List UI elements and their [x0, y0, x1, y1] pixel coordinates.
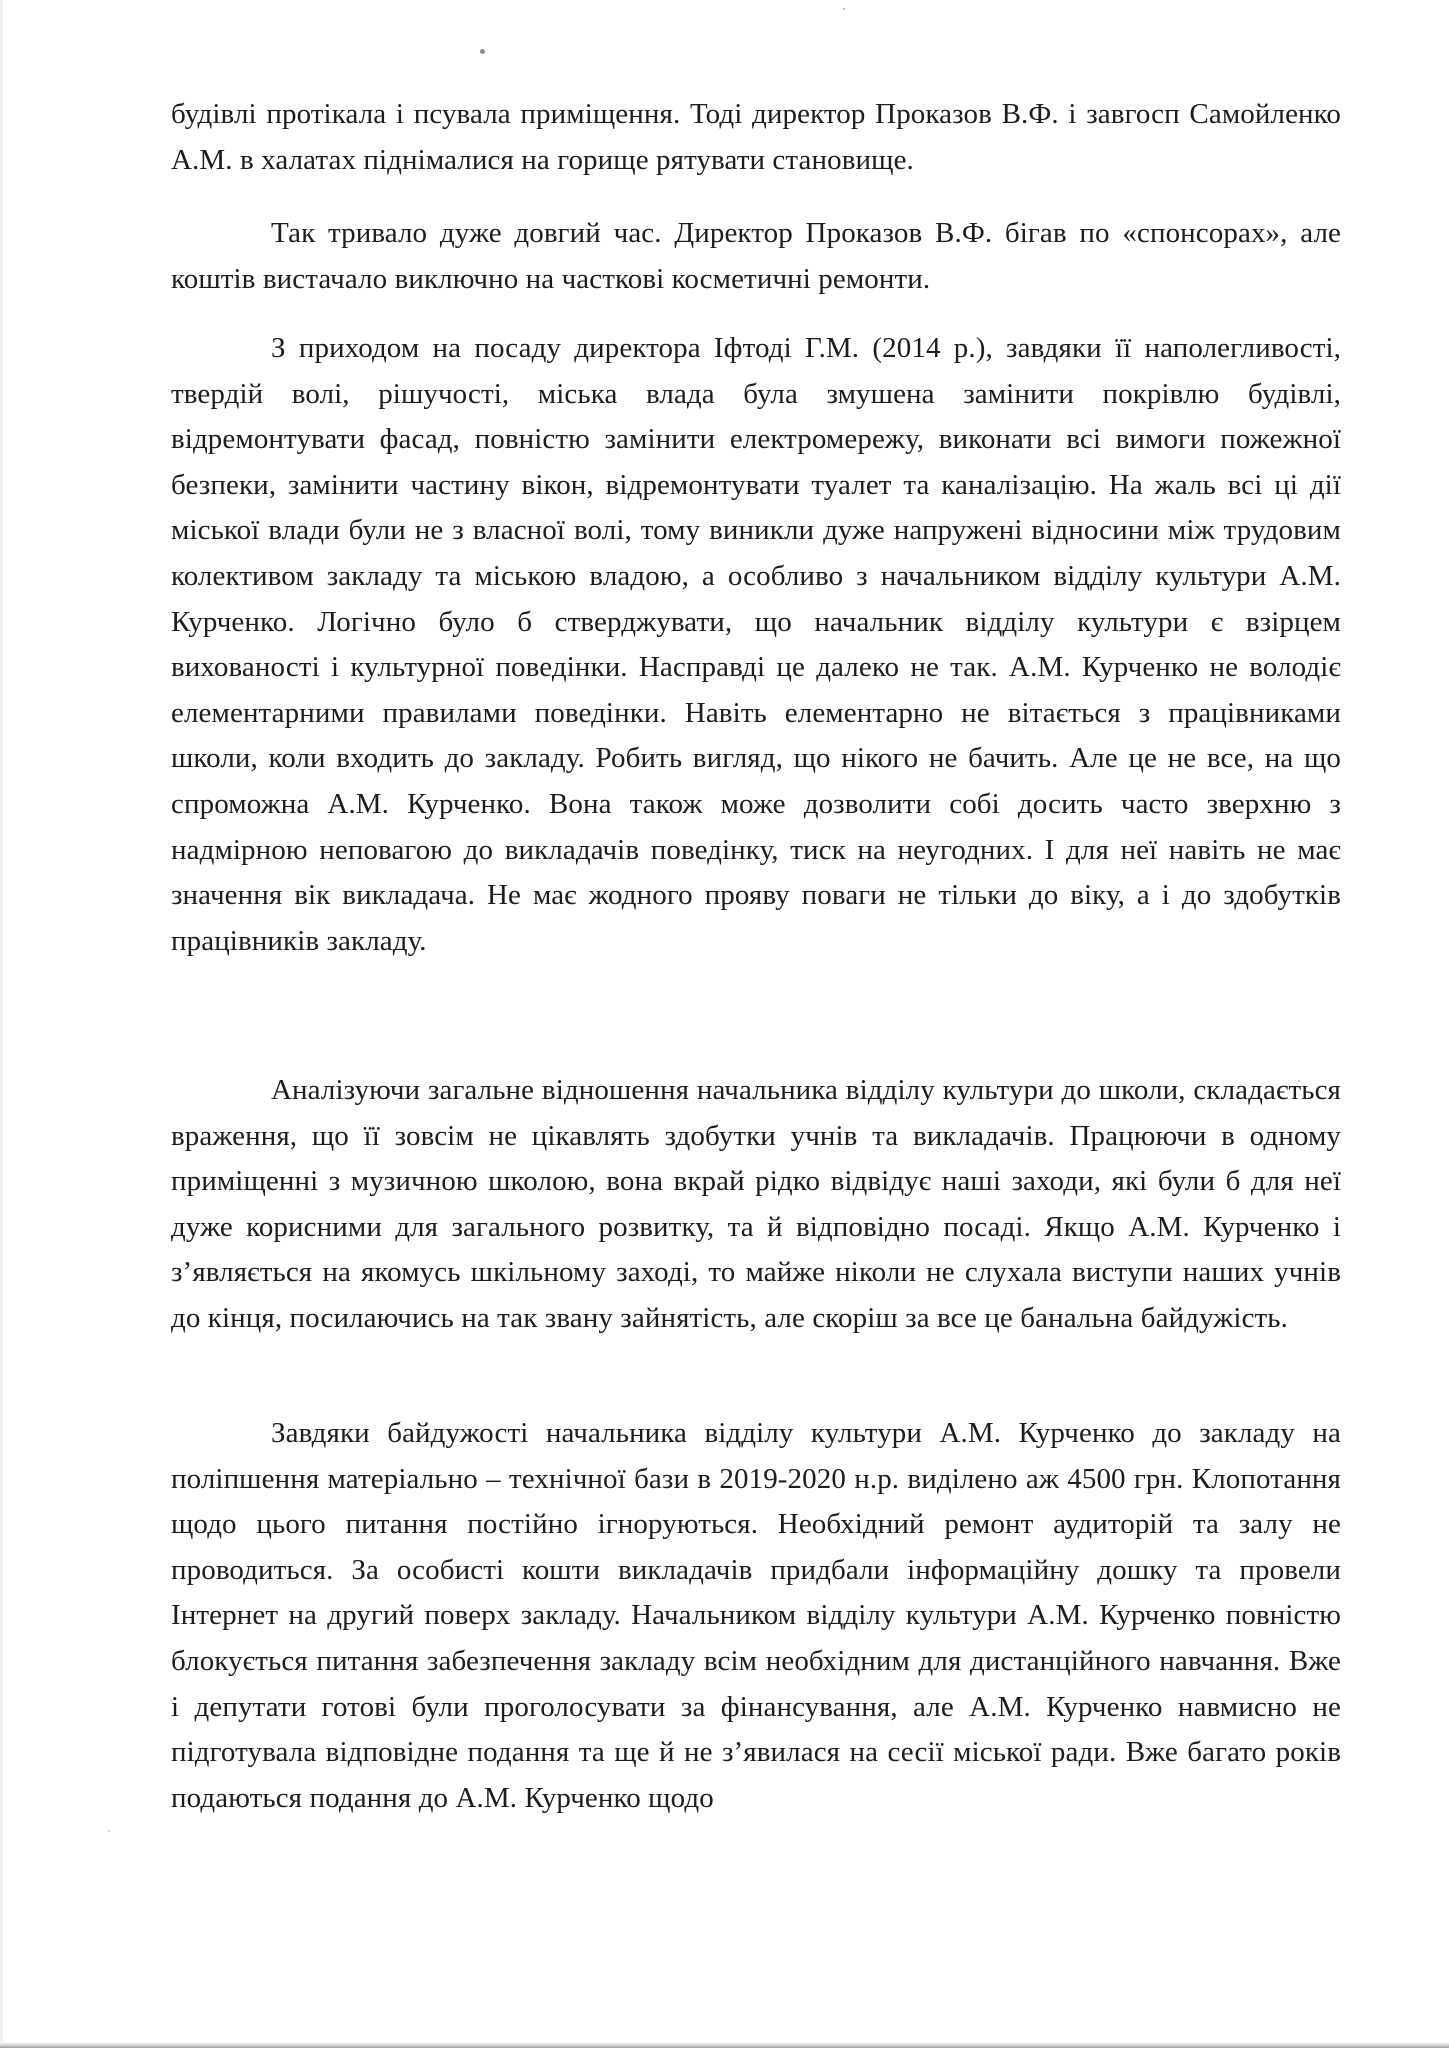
- paragraph-former-director: Так тривало дуже довгий час. Директор Проказов В.Ф. бігав по «спонсорах», але коштів вистачало виключно на часткові косметичні ремонти.: [171, 217, 1341, 295]
- scan-bottom-edge: [0, 2042, 1449, 2048]
- scan-speck: [108, 1830, 110, 1832]
- scan-speck: [843, 8, 845, 10]
- paragraph-funding: Завдяки байдужості начальника відділу культури А.М. Курченко до закладу на поліпшення матеріально – технічної бази в 2019-2020 н.р. виділено аж 4500 грн. Клопотання щодо цього питання постійно ігноруються. Необхідний ремонт аудиторій та залу не проводиться. За особисті кошти викладачів придбали інформаційну дошку та провели Інтернет на другий поверх закладу. Начальником відділу культури А.М. Курченко повністю блокується питання забезпечення закладу всім необхідним для дистанційного навчання. Вже і депутати готові були проголосувати за фінансування, але А.М. Курченко навмисно не підготувала відповідне подання та ще й не з’явилася на сесії міської ради. Вже багато років подаються подання до А.М. Курченко щодо: [171, 1417, 1341, 1814]
- paragraph-new-director: З приходом на посаду директора Іфтоді Г.М. (2014 р.), завдяки її наполегливості, твердій волі, рішучості, міська влада була змушена замінити покрівлю будівлі, відремонтувати фасад, повністю замінити електромережу, виконати всі вимоги пожежної безпеки, замінити частину вікон, відремонтувати туалет та каналізацію. На жаль всі ці дії міської влади були не з власної волі, тому виникли дуже напружені відносини між трудовим колективом закладу та міською владою, а особливо з начальником відділу культури А.М. Курченко. Логічно було б стверджувати, що начальник відділу культури є взірцем вихованості і культурної поведінки. Насправді це далеко не так. А.М. Курченко не володіє елементарними правилами поведінки. Навіть елементарно не вітається з працівниками школи, коли входить до закладу. Робить вигляд, що нікого не бачить. Але це не все, на що спроможна А.М. Курченко. Вона також може дозволити собі досить часто зверхню з надмірною неповагою до викладачів поведінку, тиск на неугодних. І для неї навіть не має значення вік викладача. Не має жодного прояву поваги не тільки до віку, а і до здобутків працівників закладу.: [171, 332, 1341, 957]
- scan-left-edge: [0, 0, 3, 2048]
- paragraph-continuation: будівлі протікала і псувала приміщення. Тоді директор Проказов В.Ф. і завгосп Самойленко А.М. в халатах піднімалися на горище рятувати становище.: [171, 98, 1341, 176]
- paragraph-attitude-analysis: Аналізуючи загальне відношення начальника відділу культури до школи, складається враження, що її зовсім не цікавлять здобутки учнів та викладачів. Працюючи в одному приміщенні з музичною школою, вона вкрай рідко відвідує наші заходи, які були б для неї дуже корисними для загального розвитку, та й відповідно посаді. Якщо А.М. Курченко і з’являється на якомусь шкільному заході, то майже ніколи не слухала виступи наших учнів до кінця, посилаючись на так звану зайнятість, але скоріш за все це банальна байдужість.: [171, 1074, 1341, 1334]
- scan-speck: [480, 49, 485, 54]
